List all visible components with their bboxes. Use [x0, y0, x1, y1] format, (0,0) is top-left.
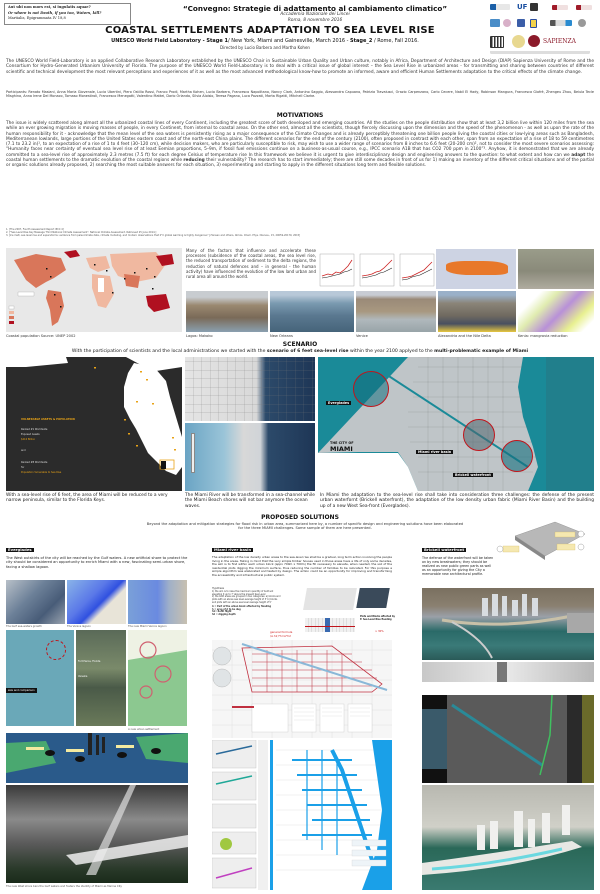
- motivations-side-text: Many of the factors that influence and accelerate these processes (subsidence of the coastal areas, the sea level rise, the reduced transportation of sediment to the delta regions, the reduction of natural defences and – in general - the human activity) have influenced the evolution of the low land urban and rural area all around the world.: [186, 248, 316, 280]
- new-orleans-photo: [270, 291, 354, 332]
- alexandria-delta-map: [436, 249, 516, 289]
- seal-logo: [503, 19, 511, 27]
- plots-affected-label: Plots and Blocks affected by 6' Sea Level Rise flooding: [360, 615, 395, 621]
- unesco-chair-logo: [490, 4, 510, 10]
- florida-label-heading: VULNERABLE ASSETS & POPULATION: [21, 418, 75, 421]
- partner-logo-2: [490, 19, 500, 27]
- brickell-solution-tag: Brickell waterfront: [424, 547, 465, 552]
- brickell-protection-diagram: [495, 516, 595, 562]
- stage1-text: / New York, Miami and Gainesville, March 2016 -: [227, 38, 351, 44]
- quote-latin: Aut ubi non mors est, si iugulatis aquae?: [8, 5, 91, 9]
- kenia-mangrovia-map: [518, 291, 594, 332]
- brickell-highlight-circle[interactable]: [501, 440, 533, 472]
- florida-label-5: Ranked #8 Worldwide: [21, 461, 48, 464]
- river-basin-canal-plan: [212, 740, 392, 890]
- river-basin-solution-tag: Miami river basin: [214, 547, 252, 552]
- fort-pierce-label: Fort Pierce, Florida: [78, 660, 101, 663]
- scenario-heading: SCENARIO: [282, 341, 318, 348]
- quote-source: Martialis, Epigrammata IV 18,8: [8, 16, 66, 21]
- lincei-logo: [578, 19, 586, 27]
- settlement-3d-render: [6, 733, 188, 783]
- scenario-caption-1: With a sea-level rise of 6 feet, the area of Miami will be reduced to a very narrow peninsula, similar to the Florida Keys.: [6, 493, 168, 504]
- lagos-makoko-photo: [186, 291, 268, 332]
- quote-english: Or where is not Death, if you too, Waters, kill?: [8, 10, 102, 15]
- conference-date: Roma, 8 novembre 2016: [287, 18, 343, 23]
- settlement-size-comparison-map: [6, 630, 74, 726]
- miami-label: MIAMI: [330, 445, 353, 453]
- florida-label-4: and: [21, 449, 26, 452]
- solutions-heading: PROPOSED SOLUTIONS: [261, 514, 339, 521]
- florida-label-3: $416 Billion: [21, 438, 36, 441]
- miami-current-map: [185, 357, 315, 421]
- participants-list: Participants: Renato Masiani, Anna Maria Giovenale, Lucia Ubertini, Piero Ostilio Rossi, Franco Prodi, Martha Kohen, Lucio Barbera, Francesco Napolitano, Nancy Clark, Antonino Saggio, Alessandra Capuano, Patrizia Travaiusci, Orazio Carpenzano, Carlo Cecere, Nabil El Hady, Robinson Mangura, Francesca Giofrè, Zhengeu Zhou, Beiula Tecle Misghina, Anna Irene Del Monaco, Tomaso Monestiroli, Francesco Menegatti, Valentino Mattei, Dario Orlando, Silvia Aloisio, Teresa Pagano, Luca Pozzati, Marta Rigatti, Mitchell Clarke.: [6, 90, 594, 99]
- everglades-solution-tag: Everglades: [8, 547, 32, 552]
- footnote-1: 1. [The 2007, Fourth Assessment Report IPCC 4]: [6, 228, 64, 231]
- river-basin-hypothesis: [212, 588, 282, 617]
- venice-lagoon-map: [67, 580, 126, 624]
- caption-kenia: Kenia: mangrovia reduction: [518, 334, 568, 338]
- var-a: A = Part of the urban block affected by flooding: [212, 604, 272, 608]
- stage2-text: / Rome, Fall 2016.: [372, 38, 419, 44]
- everglades-label: Everglades: [328, 401, 350, 405]
- florida-label-2: Exposed Assets: [21, 433, 40, 436]
- sapienza-small-logo: [552, 5, 568, 10]
- new-urban-settlement-plan: [128, 630, 187, 726]
- florida-label-6: for: [21, 466, 25, 469]
- caption-world-map: Coastal population Source: UNEP 2002: [6, 334, 76, 338]
- solutions-intro: Beyond the adaptation and mitigation strategies for flood risk in urban area, summarized here by, a number of specific design and engineering solutions have been elaborated for the three MIAMI challenges. Some sample of them are here presented.: [146, 522, 464, 531]
- intro-paragraph: The UNESCO World Field-Laboratory is an applied Collaborative Research Laboratory established by the UNESCO Chair in Sustainable Urban Quality and Urban culture, notably in Africa, Department of Architecture and Design (DIAP) Sapienza University of Rome and the Consortium for Hydro-Generated Urbanism University of Florida. The purpose of the UNESCO World Field-Laboratory is to deal with a critical issue of global interest – the Sea Level Rise in urbanized areas - for transmitting and sharing between countries of different scientific and technical development the most relevant perceptions and experiences of it as well as the most advanced methodological know-how to promote an informed, aware and efficient Human Settlements adaptation to the critical effects of the climate change.: [6, 59, 594, 75]
- sapienza-small-logo-2: [576, 5, 592, 10]
- partner-logos: [490, 3, 598, 55]
- plots-affected-percent: ≈ 30%: [375, 630, 384, 633]
- caption-venice-lagoon: The Venice lagoon: [67, 625, 91, 628]
- brickell-skyline-elevation: [422, 662, 594, 682]
- fort-pierce-venezia-aerial: [76, 630, 126, 726]
- partner-logo: [530, 3, 538, 11]
- caption-venice: Venice: [356, 334, 368, 338]
- poster-subtitle: [50, 38, 480, 44]
- var-h: h = area of A to be dug: [212, 607, 241, 611]
- venezia-label: Venezia: [78, 675, 88, 678]
- size-comparison-label: size and comparison: [8, 689, 35, 692]
- scenario-intro-mid: within the year 2100 applyed to the: [348, 349, 435, 354]
- caption-new-orleans: New Orleans: [270, 334, 293, 338]
- sea-level-slider[interactable]: [191, 433, 195, 473]
- brickell-label: Brickell waterfront: [455, 473, 491, 477]
- caption-gulf-growth: The Gulf sea-waters growth: [6, 625, 42, 628]
- general-formula-label: general formula: [270, 630, 293, 634]
- florida-vulnerability-map: [6, 357, 182, 491]
- block-axonometric-2: [356, 588, 390, 608]
- scenario-caption-3: In Miami the adaptation to the sea-level rise shall take into consideration three challenges: the defense of the present urban waterfornt (Brickell waterfront), the adaptation of the low density urban fabric (Miami River Basin) and the building up of a new West Sea-front (Everglades).: [320, 493, 594, 509]
- world-coastal-population-map: [6, 248, 182, 332]
- river-basin-block-plan: [212, 640, 392, 738]
- sapienza-logo: SAPIENZA: [543, 38, 576, 45]
- river-basin-label: Miami river basin: [418, 450, 452, 454]
- motivations-text-end: their vulnerability? The research has to start immediately; there are still some decades in front of us for 1) making an inventory of the different critical situations and of the partial or organic solutions already proposed, 2) searching the most suitable answers for each situation, 3) experimenting and starting to apply in the different situations long term and flexible solutions.: [6, 158, 594, 169]
- epigram-quote-box: [4, 3, 131, 25]
- shield-logo: [530, 19, 537, 28]
- motivations-bold-reducing: reducing: [183, 158, 205, 164]
- var-h2: h2 = digging depth: [212, 613, 236, 617]
- brickell-greenway-plan: [422, 695, 594, 783]
- brickell-waterfront-render: [422, 785, 594, 890]
- alexandria-photo: [438, 291, 516, 332]
- caption-new-lagoon: The new Miami Venice lagoon: [128, 625, 167, 628]
- plot-section-diagram: [305, 618, 355, 632]
- scenario-bold-miami: multi-problematic example of Miami: [434, 349, 529, 354]
- gulf-waters-growth-map: [6, 580, 65, 624]
- florida-label-1: Ranked #1 Worldwide: [21, 428, 48, 431]
- miami-6ft-rise-map: [185, 423, 315, 491]
- florida-label-7: Population Vulnerable to Sea Rise: [21, 471, 62, 474]
- urban-chair-logo: [512, 35, 525, 48]
- scenario-caption-2: The Miami River will be transformed in a sea-channel while the Miami Beach shores will not bar anymore the ocean waves.: [185, 493, 315, 509]
- footnote-3: 3. [Ice melt, sea level rise and superstorms: evidence from paleoclimate data, climate modeling, and modern observations that 2°C global warming is highly dangerous" J.Hansen and others, Atmos. Chem. Phys. Discuss., 15, 20059-20179, 2015]: [6, 234, 301, 237]
- var-h1: h1= Refill Hight: [212, 610, 232, 614]
- caption-new-settlement: A new urban settlement: [128, 728, 160, 731]
- river-basin-solution-text: The adaptation of the low density urban areas to the sea-level rise shall be a gradual, long term action involving the people living in the areas. Taking in mind that the very simple timber houses used in those areas have a life of only some decades, the aim is to find within each urban block (appx 700m x 700m) the fill necessary to elevate, when needed, the soil of the residential plots digging the minimum surface, thus reducing the number of families to be relocated. For this purpose a simple algorithm was elaborated and tested by design. The action could be an opportunity for improving and transforming the accessibility and infrastructural public system.: [212, 555, 392, 577]
- directed-by: Directed by Lucio Barbera and Martha Kohen: [220, 45, 310, 50]
- west-shore-aerial-render: [6, 785, 188, 883]
- sea-level-charts: [318, 250, 436, 292]
- poster-title: COASTAL SETTLEMENTS ADAPTATION TO SEA LEVEL RISE: [105, 25, 435, 36]
- motivations-text-mid: the coastal human settlements to the dramatic evolution of the coastal regions while: [6, 152, 594, 164]
- river-basin-highlight-circle[interactable]: [463, 419, 495, 451]
- caption-west-shore: The new West shore bars the Gulf waters and fosters the identity of Miami as Marine City: [6, 885, 122, 888]
- motivations-paragraph: [6, 121, 594, 169]
- caption-alexandria: Alexandria and the Nile Delta: [438, 334, 491, 338]
- scenario-intro-start: With the participation of scientists and the local administrations we started with the: [71, 349, 267, 354]
- brickell-breakwater-aerial: [422, 588, 594, 660]
- footnotes: [6, 228, 406, 237]
- stage2-label: Stage_2: [350, 38, 373, 44]
- hypothesis-label: Hypothesis: [212, 587, 225, 590]
- sapienza-seal-logo: [528, 35, 540, 47]
- everglades-highlight-circle[interactable]: [353, 371, 389, 407]
- brickell-solution-text: The defense of the waterfront will be taken on by new breakwaters; they should be realized as new public green parts as well as an opportunity for giving the City a memorable new architectural profile.: [422, 556, 494, 576]
- general-formula: (A·h1)*h=A*h2: [270, 634, 291, 638]
- motivations-heading: MOTIVATIONS: [276, 112, 324, 119]
- everglades-solution-text: The West outskirts of the city will be reached by the Gulf waters. A new artificial shore to protect the city should be considered an opportunity to enrich Miami with a new, fascinating semi-urban shore, facing a shallow lagoon.: [6, 556, 188, 569]
- scenario-intro: [0, 349, 600, 354]
- stage1-label: UNESCO World Field Laboratory - Stage 1: [111, 38, 228, 44]
- motivations-text-start: The issue is widely scattered along almost all the urbanized coastal lines of every Continent, including the greatest score of both developed and emerging countries. All the studies on the people distribution show that at least 3,2 billion live within 120 miles from the sea while an ever growing migration is moving masses of people, in every Continent, from internal to coastal areas. On the other end, almost all the scientists, though fiercely discussing upon the dimension and the speed of the phenomenon - as well as upon the rate of the human responsibility for it - acknowledge that the mean level of the sea waters is persistently rising as a major consequence of the Climate Changes and is already perceptibly threatening one billion people living the coastal cities or low-lying areas such as Bangladesh, Mediterranean lowlands, large portions of the United States eastern coast and of the north-east China plains. The different scenarios for the end of the century (2100), often proposed in contrast with each other, span from an expectation of a rise of 18 to 59 centimetres (7.1 to 23.2 in)¹, to an expectation of a rise of 1 to 4 feet (30–120 cm), while decision makers, who are particularly susceptible to risk, may wish to use a wider range of scenarios from 8 inches to 6.6 feet (20-200 cm)², not to consider the most severe scenarios assessing: “Humanity faces near certainty of eventual sea level rise of at least Eemian proportions, 5–9m, if fossil fuel emissions continue on a business-as-usual course, e.g., IPCC scenario A1B that has CO2 700 ppm in 2100”³. Anyhow, it is demonstrated that we are already committed to a sea-level rise of approximately 2.3 metres (7.5 ft) for each degree Celsius of temperature rise In this framework we believe it is urgent to give interdisciplinary design and engineering answers to the question: to what extent and how can we: [6, 121, 594, 158]
- unesco-temple-logo: [490, 36, 504, 48]
- footnote-2: 2. ["Sea Level Rise Key Message Third National Climate Assessment". National Climate Assessment. Retrieved 25 June 2014.]: [6, 231, 157, 234]
- flooded-street-photo: [518, 249, 594, 289]
- crest-logo: [517, 19, 525, 27]
- block-axonometric-1: [303, 588, 357, 610]
- logo-captions: [490, 50, 590, 54]
- city-of-miami-map: [318, 357, 594, 491]
- new-miami-venice-lagoon-map: [128, 580, 187, 624]
- motivations-bold-adapt: adapt: [571, 152, 586, 158]
- hypothesis-2: 2) the built areas are grouped in two categories: a) blocks and plots with an above sea level average height of 3' b) blocks and plots with an above sea level average height of 5': [212, 595, 281, 604]
- conference-title: “Convegno: Strategie di adattamento al cambiamento climatico”: [182, 4, 448, 13]
- scenario-bold-6ft: scenario of 6 feet sea-level rise: [266, 349, 349, 354]
- uf-logo: UF: [517, 3, 528, 11]
- city-of-label: THE CITY OF: [330, 441, 354, 445]
- caption-lagos: Lagos: Makoko: [186, 334, 213, 338]
- unesco-logo-row: [550, 20, 572, 26]
- hypothesis-1: 1) the aim is to raise the maximum quantity of built soil elevating it up to 7' above the present Sea Level: [212, 589, 274, 596]
- conference-venue: Accademia Nazionale dei Lincei: [280, 12, 350, 17]
- venice-photo: [356, 291, 436, 332]
